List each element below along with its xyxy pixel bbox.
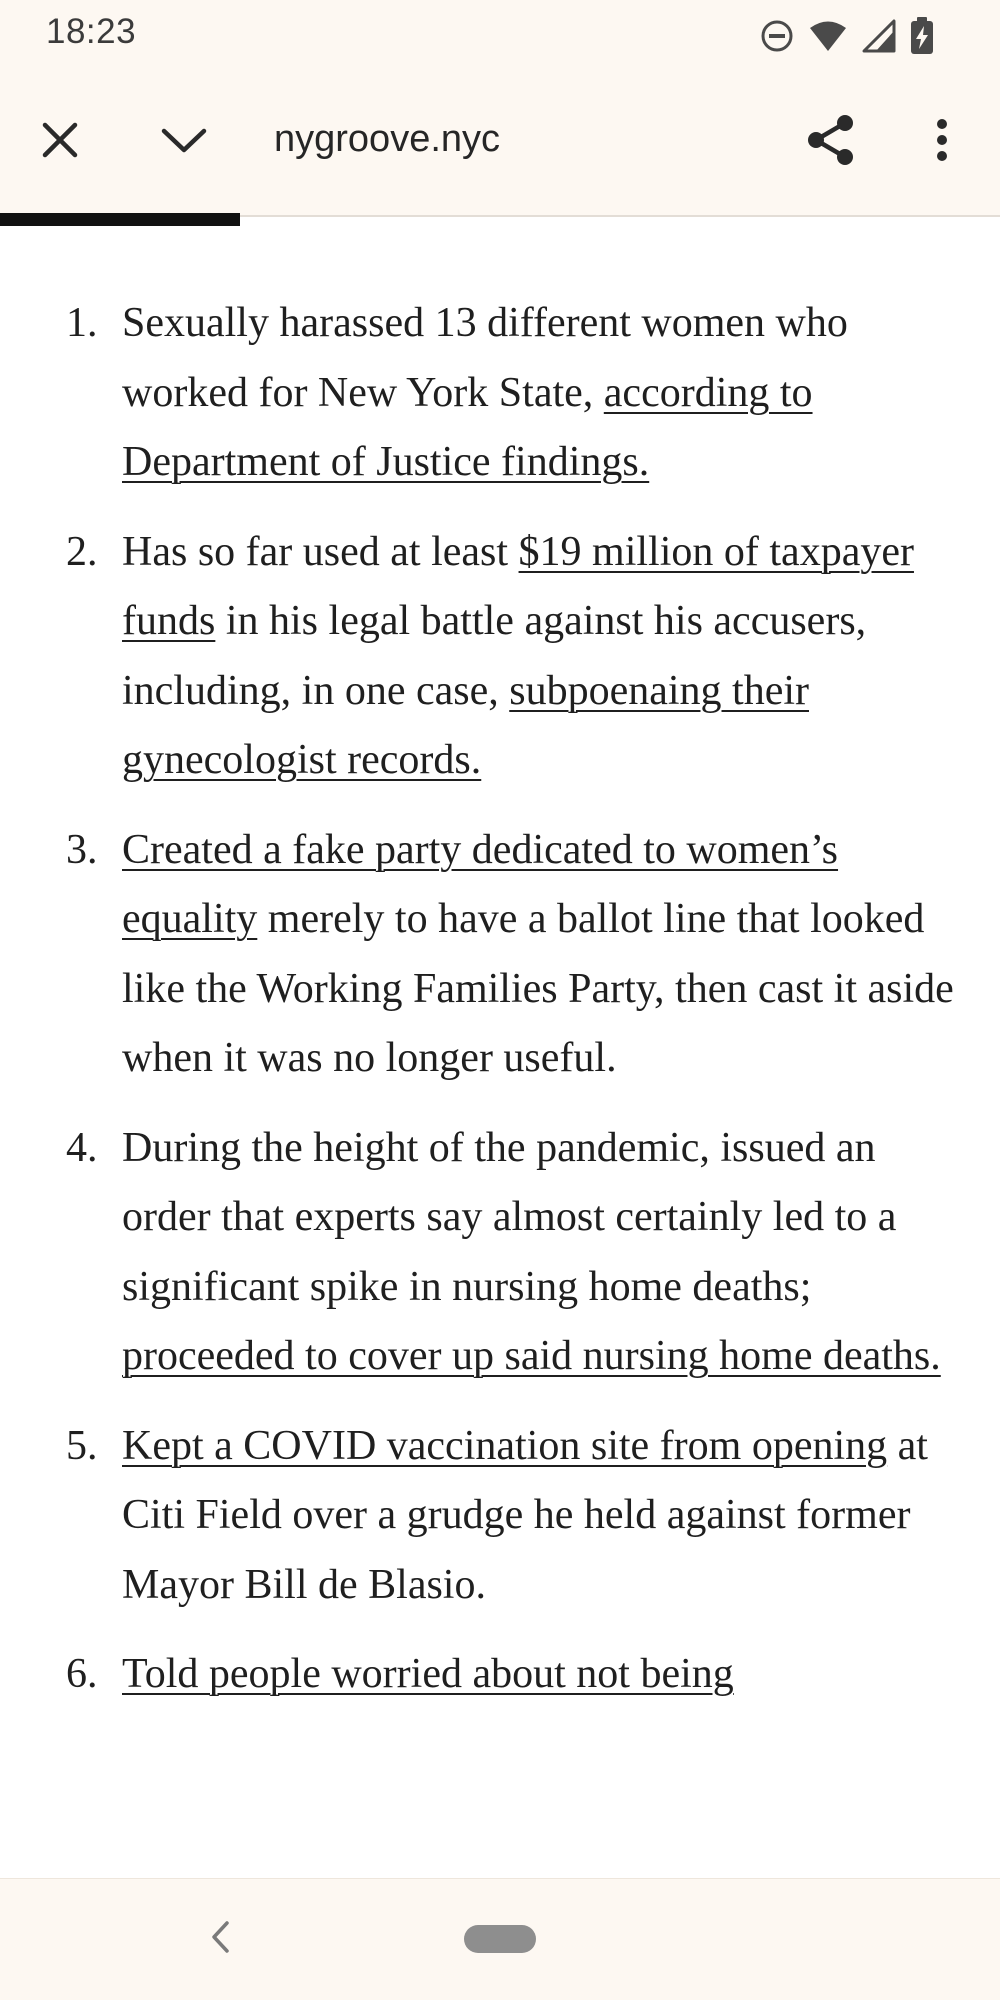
status-icons	[760, 16, 934, 56]
share-icon	[805, 113, 855, 172]
text-segment: Has so far used at least	[122, 528, 519, 575]
page-content[interactable]	[0, 228, 1000, 1878]
home-pill-icon[interactable]	[464, 1925, 536, 1953]
text-segment: During the height of the pandemic, issued an order that experts say almost certainly led to a significant spike in nursing home deaths;	[122, 1124, 897, 1310]
list-item	[0, 816, 1000, 1094]
text-segment: merely to have a ballot line that looked like the Working Families Party, then cast it aside when it was no longer useful.	[122, 896, 954, 1081]
text-segment: at Citi Field over a grudge he held against former Mayor Bill de Blasio.	[122, 1422, 928, 1608]
back-button[interactable]	[200, 1909, 240, 1969]
chevron-down-icon	[160, 124, 208, 161]
list-item-number: 6.	[66, 1651, 98, 1697]
page-load-progress-fill	[0, 213, 240, 226]
article-link[interactable]: subpoenaing their gynecologist records.	[122, 667, 809, 783]
list-item-text	[122, 529, 914, 784]
article-link[interactable]: $19 million of taxpayer funds	[122, 528, 914, 644]
share-button[interactable]	[798, 110, 862, 174]
browser-toolbar	[0, 70, 1000, 217]
page-load-progress	[0, 213, 1000, 226]
text-segment: Sexually harassed 13 different women who worked for New York State,	[122, 300, 848, 416]
close-button[interactable]	[28, 110, 92, 174]
minimize-button[interactable]	[152, 110, 216, 174]
list-item-number: 1.	[66, 300, 98, 346]
battery-charging-icon	[910, 17, 934, 55]
text-segment: in his legal battle against his accusers, including, in one case,	[122, 598, 867, 714]
close-icon	[40, 120, 80, 165]
list-item-number: 3.	[66, 826, 98, 873]
article-link[interactable]: proceeded to cover up said nursing home deaths.	[122, 1333, 941, 1379]
status-time: 18:23	[46, 12, 137, 51]
list-item-number: 4.	[66, 1124, 98, 1171]
cell-signal-icon	[862, 19, 896, 53]
list-item-number: 5.	[66, 1422, 98, 1469]
article-link[interactable]: Kept a COVID vaccination site from opening	[122, 1422, 888, 1469]
do-not-disturb-icon	[760, 19, 794, 53]
article-link[interactable]: according to Department of Justice findings.	[122, 369, 813, 485]
status-bar	[0, 0, 1000, 70]
list-item-text	[122, 827, 954, 1082]
list-item	[0, 1640, 1000, 1710]
list-item	[0, 518, 1000, 796]
more-vert-icon	[935, 118, 949, 167]
back-chevron-icon	[209, 1919, 231, 1960]
numbered-list	[0, 289, 1000, 1730]
more-options-button[interactable]	[910, 110, 974, 174]
list-item-text	[122, 1125, 941, 1380]
list-item-text	[122, 1651, 734, 1697]
url-text[interactable]: nygroove.nyc	[274, 118, 501, 160]
list-item-text	[122, 300, 848, 485]
article-link[interactable]: Told people worried about not being	[122, 1651, 734, 1697]
list-item-number: 2.	[66, 528, 98, 575]
list-item	[0, 1114, 1000, 1392]
wifi-icon	[808, 19, 848, 53]
navigation-bar	[0, 1878, 1000, 2000]
list-item-text	[122, 1423, 928, 1608]
list-item	[0, 289, 1000, 498]
article-link[interactable]: Created a fake party dedicated to women’s equality	[122, 826, 839, 942]
list-item	[0, 1412, 1000, 1621]
